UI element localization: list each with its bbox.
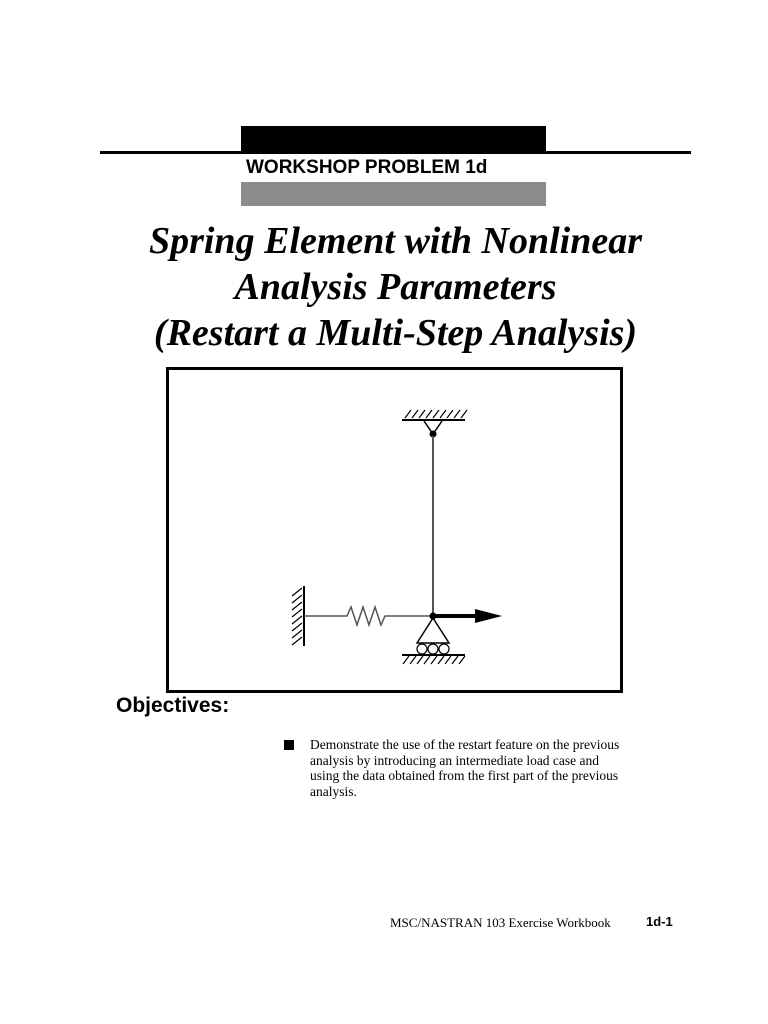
roller-support bbox=[402, 618, 465, 664]
title-line: Spring Element with Nonlinear bbox=[148, 220, 643, 262]
spring-model-figure bbox=[166, 367, 623, 693]
objective-item bbox=[310, 737, 680, 799]
top-fixed-support bbox=[402, 410, 467, 438]
objectives-heading: Objectives: bbox=[116, 694, 230, 717]
bullet-square-icon bbox=[284, 740, 294, 750]
page-title bbox=[100, 218, 691, 356]
objective-line: using the data obtained from the first part of the previous bbox=[310, 768, 619, 783]
header-gray-bar bbox=[241, 182, 546, 206]
left-fixed-wall bbox=[292, 586, 304, 646]
title-line: (Restart a Multi-Step Analysis) bbox=[153, 312, 638, 354]
footer-book-title: MSC/NASTRAN 103 Exercise Workbook bbox=[390, 915, 611, 930]
title-line: Analysis Parameters bbox=[234, 266, 557, 308]
objective-line: analysis by introducing an intermediate load case and bbox=[310, 752, 600, 768]
spring-element bbox=[304, 607, 433, 625]
spring-model-diagram bbox=[169, 370, 620, 690]
objective-line: Demonstrate the use of the restart feature on the previous bbox=[310, 737, 620, 752]
header-black-bar bbox=[241, 126, 546, 152]
objective-line: analysis. bbox=[310, 783, 357, 799]
applied-force-arrow bbox=[435, 609, 502, 623]
page-footer bbox=[390, 914, 680, 932]
footer-page-number: 1d-1 bbox=[646, 914, 673, 929]
workshop-problem-label: WORKSHOP PROBLEM 1d bbox=[246, 157, 488, 178]
